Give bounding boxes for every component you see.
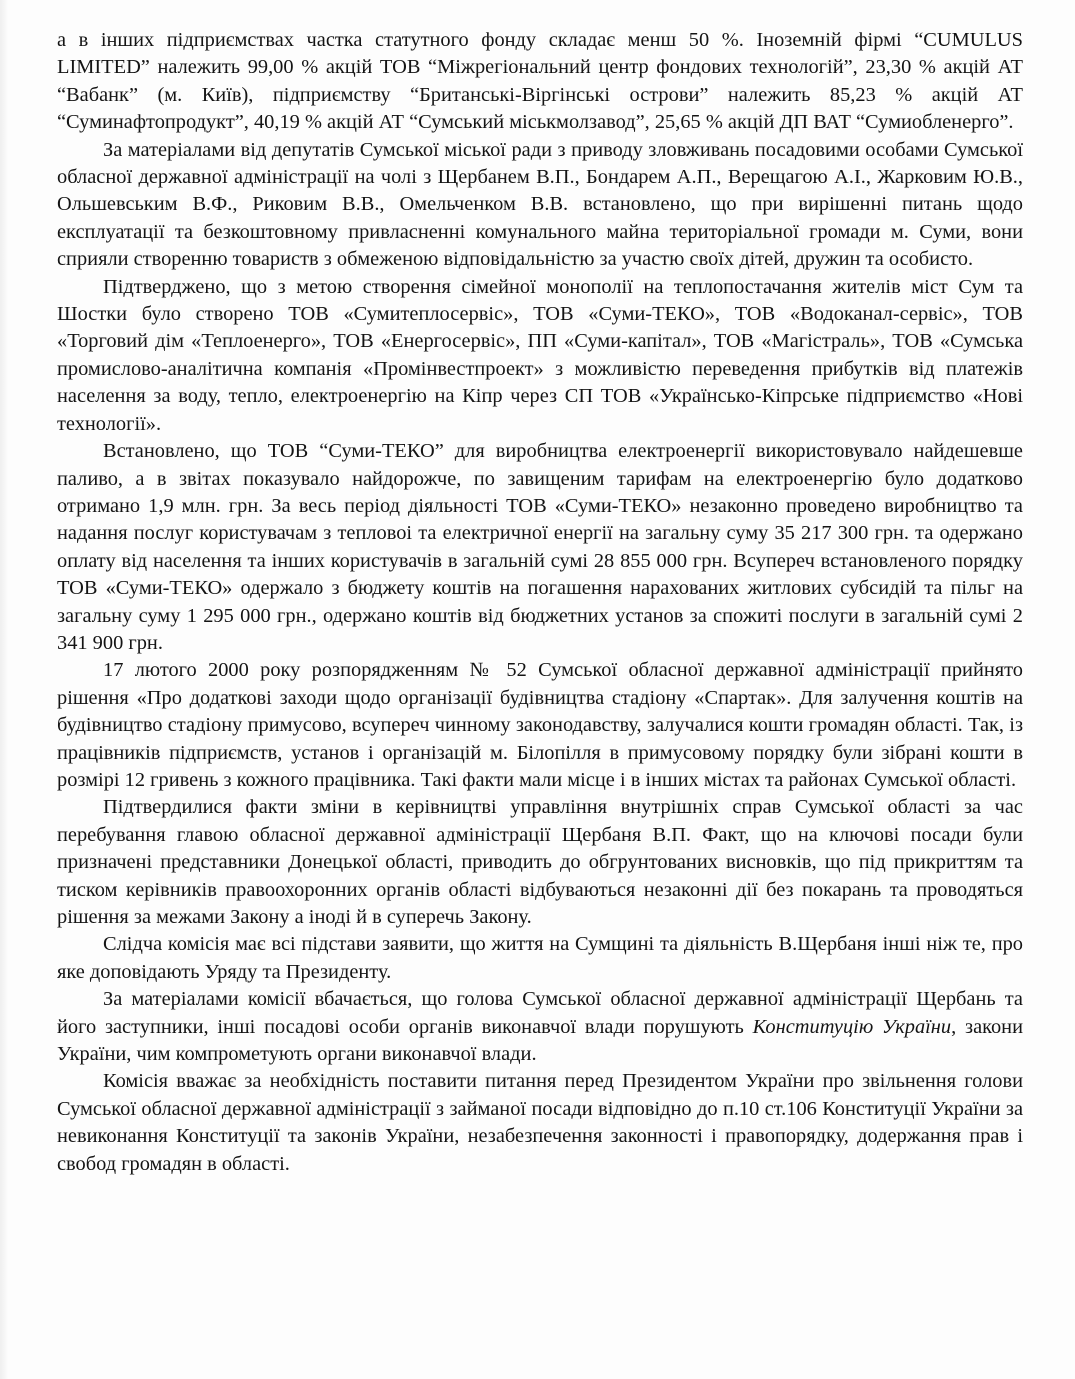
paragraph-stadium-spartak: 17 лютого 2000 року розпорядженням № 52 Сумської обласної державної адміністрації прийнято рішення «Про додаткові заходи щодо організації будівництва стадіону «Спартак». Для залучення коштів на будівництво стадіону примусово, всупереч чинному законодавству, залучалися кошти громадян області. Так, із працівників підприємств, установ і організацій м. Білопілля в примусовому порядку були зібрані кошти в розмірі 12 гривень з кожного працівника. Такі факти мали місце і в інших містах та районах Сумської області. — [57, 659, 1023, 791]
paragraph-dismissal-recommendation: Комісія вважає за необхідність поставити питання перед Президентом України про звільнення голови Сумської обласної державної адміністрації з займаної посади відповідно до п.10 ст.106 Конституції України за невиконання Конституції та законів України, незабезпечення законності і правопорядку, додержання прав і свобод громадян в області. — [57, 1070, 1023, 1175]
paragraph-sumy-teko-findings: Встановлено, що ТОВ “Суми-ТЕКО” для виробництва електроенергії використовувало найдешевше паливо, а в звітах показувало найдорожче, по завищеним тарифам на електроенергію було додатково отримано 1,9 млн. грн. За весь період діяльності ТОВ «Суми-ТЕКО» незаконно проведено виробництво та надання послуг користувачам з тепловоі та електричної енергії на загальну суму 35 217 300 грн. та одержано оплату від населення та інших користувачів в загальній сумі 28 855 000 грн. Всупереч встановленого порядку ТОВ «Суми-ТЕКО» одержало з бюджету коштів на погашення нарахованих житлових субсидій та пільг на загальну суму 1 295 000 грн., одержано коштів від бюджетних установ за спожиті послуги в загальній сумі 2 341 900 грн. — [57, 440, 1023, 654]
paragraph-heat-supply-monopoly: Підтверджено, що з метою створення сімейної монополії на теплопостачання жителів міст Сум та Шостки було створено ТОВ «Сумитеплосервіс», ТОВ «Суми-ТЕКО», ТОВ «Водоканал-сервіс», ТОВ «Торговий дім «Теплоенерго», ТОВ «Енергосервіс», ПП «Суми-капітал», ТОВ «Магістраль», ТОВ «Сумська промислово-аналітична компанія «Промінвестпроект» з можливістю переведення прибутків від платежів населення за воду, тепло, електроенергію на Кіпр через СП ТОВ «Українсько-Кіпрське підприємство «Нові технології». — [57, 275, 1023, 435]
constitution-italic-text: Конституцію України — [752, 1015, 952, 1038]
constitution-violations-text-before: За матеріалами комісії вбачається, що голова Сумської обласної державної адміністрації Щербань та його заступники, інші посадові особи органів виконавчої влади порушують — [57, 988, 1023, 1038]
paragraph-police-leadership-changes: Підтвердилися факти зміни в керівництві управління внутрішніх справ Сумської області за час перебування главою обласної державної адміністрації Щербаня В.П. Факт, що на ключові посади були призначені представники Донецької області, приводить до обгрунтованих висновків, що під прикриттям та тиском керівників правоохоронних органів області відбуваються незаконні дії без покарань та проводяться рішення за межами Закону а іноді й в суперечь Закону. — [57, 796, 1023, 928]
scan-edge-shadow — [0, 0, 8, 1379]
paragraph-city-council-materials: За матеріалами від депутатів Сумської міської ради з приводу зловживань посадовими особами Сумської обласної державної адміністрації на чолі з Щербанем В.П., Бондарем А.П., Верещагою А.І., Жарковим Ю.В., Ольшевським В.Ф., Риковим В.В., Омельченком В.В. встановлено, що при вирішенні питань щодо експлуатації та безкоштовному привласненні комунального майна територіальної громади м. Суми, вони сприяли створенню товариств з обмеженою відповідальністю за участю своїх дітей, дружин та особисто. — [57, 138, 1023, 271]
constitution-violations-text-after: , закони України, чим компрометують органи виконавчої влади. — [57, 1015, 1024, 1066]
paragraph-constitution-violations — [57, 986, 1023, 1068]
paragraph-shareholdings: а в інших підприємствах частка статутного фонду складає менш 50 %. Іноземній фірмі “CUMULUS LIMITED” належить 99,00 % акцій ТОВ “Міжрегіональний центр фондових технологій”, 23,30 % акцій АТ “Вабанк” (м. Київ), підприємству “Британські-Віргінські острови” належить 85,23 % акцій АТ “Суминафтопродукт”, 40,19 % акцій АТ “Сумський міськмолзавод”, 25,65 % акцій ДП ВАТ “Сумиобленерго”. — [57, 29, 1023, 134]
paragraph-commission-statement: Слідча комісія має всі підстави заявити, що життя на Сумщині та діяльність В.Щербаня інші ніж те, про яке доповідають Уряду та Президенту. — [57, 933, 1023, 983]
